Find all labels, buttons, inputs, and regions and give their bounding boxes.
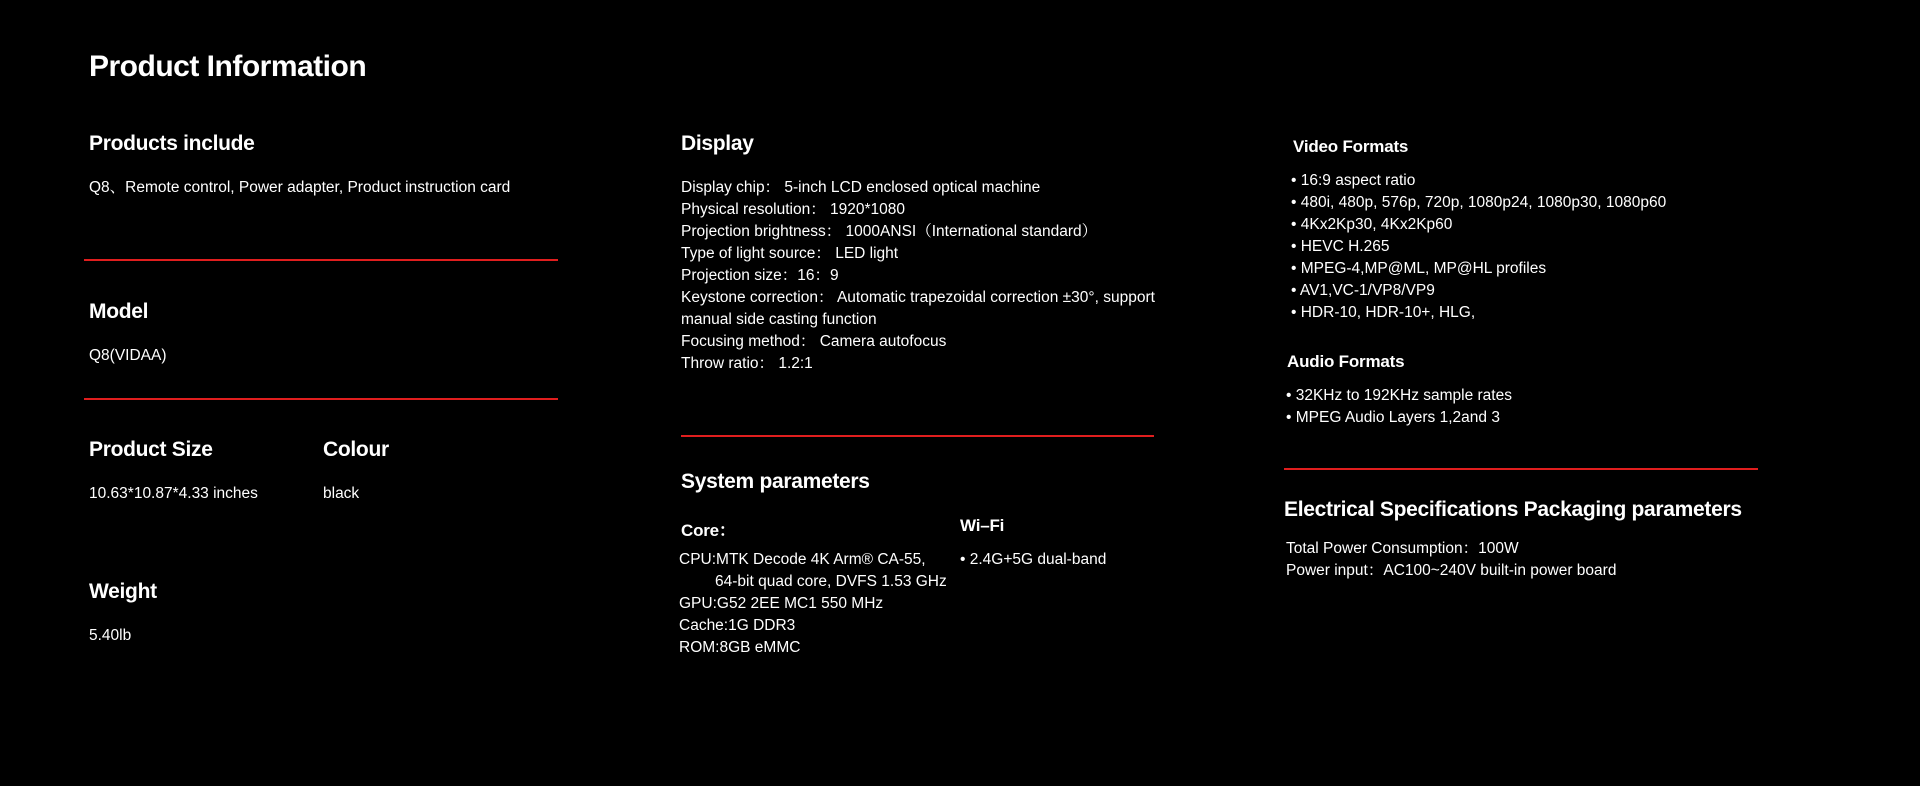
electrical-heading: Electrical Specifications Packaging parameters [1284,498,1742,521]
wifi-heading: Wi–Fi [960,516,1005,535]
product-size-text: 10.63*10.87*4.33 inches [89,485,258,502]
products-include-text: Q8、Remote control, Power adapter, Product instruction card [89,179,511,196]
model-text: Q8(VIDAA) [89,347,167,364]
divider-display [681,435,1154,437]
display-spec-list [681,177,1155,375]
weight-heading: Weight [89,580,157,603]
divider-model [84,398,558,400]
system-parameters-heading: System parameters [681,470,870,493]
products-include-heading: Products include [89,132,255,155]
video-format-item: • 16:9 aspect ratio [1291,172,1416,189]
core-heading: Core： [681,521,736,540]
audio-format-item: • 32KHz to 192KHz sample rates [1286,387,1512,404]
display-spec-line: Focusing method： Camera autofocus [681,333,947,350]
video-formats-heading: Video Formats [1293,137,1409,156]
video-format-item: • HDR-10, HDR-10+, HLG, [1291,304,1476,321]
core-spec-list [679,549,947,659]
electrical-spec-list [1286,538,1616,582]
video-format-item: • MPEG-4,MP@ML, MP@HL profiles [1291,260,1547,277]
wifi-spec-line: • 2.4G+5G dual-band [960,551,1107,568]
core-spec-line: Cache:1G DDR3 [679,617,796,634]
core-spec-line: ROM:8GB eMMC [679,639,801,656]
display-spec-line: Projection size：16：9 [681,267,839,284]
core-spec-line: 64-bit quad core, DVFS 1.53 GHz [715,573,947,590]
display-spec-line: Projection brightness： 1000ANSI（International standard） [681,223,1098,240]
electrical-spec-line: Total Power Consumption：100W [1286,540,1519,557]
audio-formats-heading: Audio Formats [1287,352,1405,371]
audio-format-item: • MPEG Audio Layers 1,2and 3 [1286,409,1500,426]
divider-products-include [84,259,558,261]
colour-heading: Colour [323,438,389,461]
display-heading: Display [681,132,754,155]
colour-text: black [323,485,360,502]
display-spec-line: Display chip： 5-inch LCD enclosed optical machine [681,179,1041,196]
display-spec-line: Throw ratio： 1.2:1 [681,355,813,372]
divider-audio-formats [1284,468,1758,470]
video-format-item: • HEVC H.265 [1291,238,1390,255]
display-spec-line: manual side casting function [681,311,877,328]
electrical-spec-line: Power input：AC100~240V built-in power board [1286,562,1617,579]
display-spec-line: Keystone correction： Automatic trapezoidal correction ±30°, support [681,289,1155,306]
video-formats-list [1291,170,1666,324]
video-format-item: • 4Kx2Kp30, 4Kx2Kp60 [1291,216,1453,233]
display-spec-line: Type of light source： LED light [681,245,899,262]
video-format-item: • AV1,VC-1/VP8/VP9 [1291,282,1435,299]
core-spec-line: GPU:G52 2EE MC1 550 MHz [679,595,884,612]
model-heading: Model [89,300,149,323]
wifi-spec-list [960,549,1106,571]
display-spec-line: Physical resolution： 1920*1080 [681,201,906,218]
video-format-item: • 480i, 480p, 576p, 720p, 1080p24, 1080p30, 1080p60 [1291,194,1667,211]
page-title: Product Information [89,50,367,83]
audio-formats-list [1286,385,1512,429]
weight-text: 5.40lb [89,627,132,644]
product-size-heading: Product Size [89,438,213,461]
core-spec-line: CPU:MTK Decode 4K Arm® CA-55, [679,551,926,568]
